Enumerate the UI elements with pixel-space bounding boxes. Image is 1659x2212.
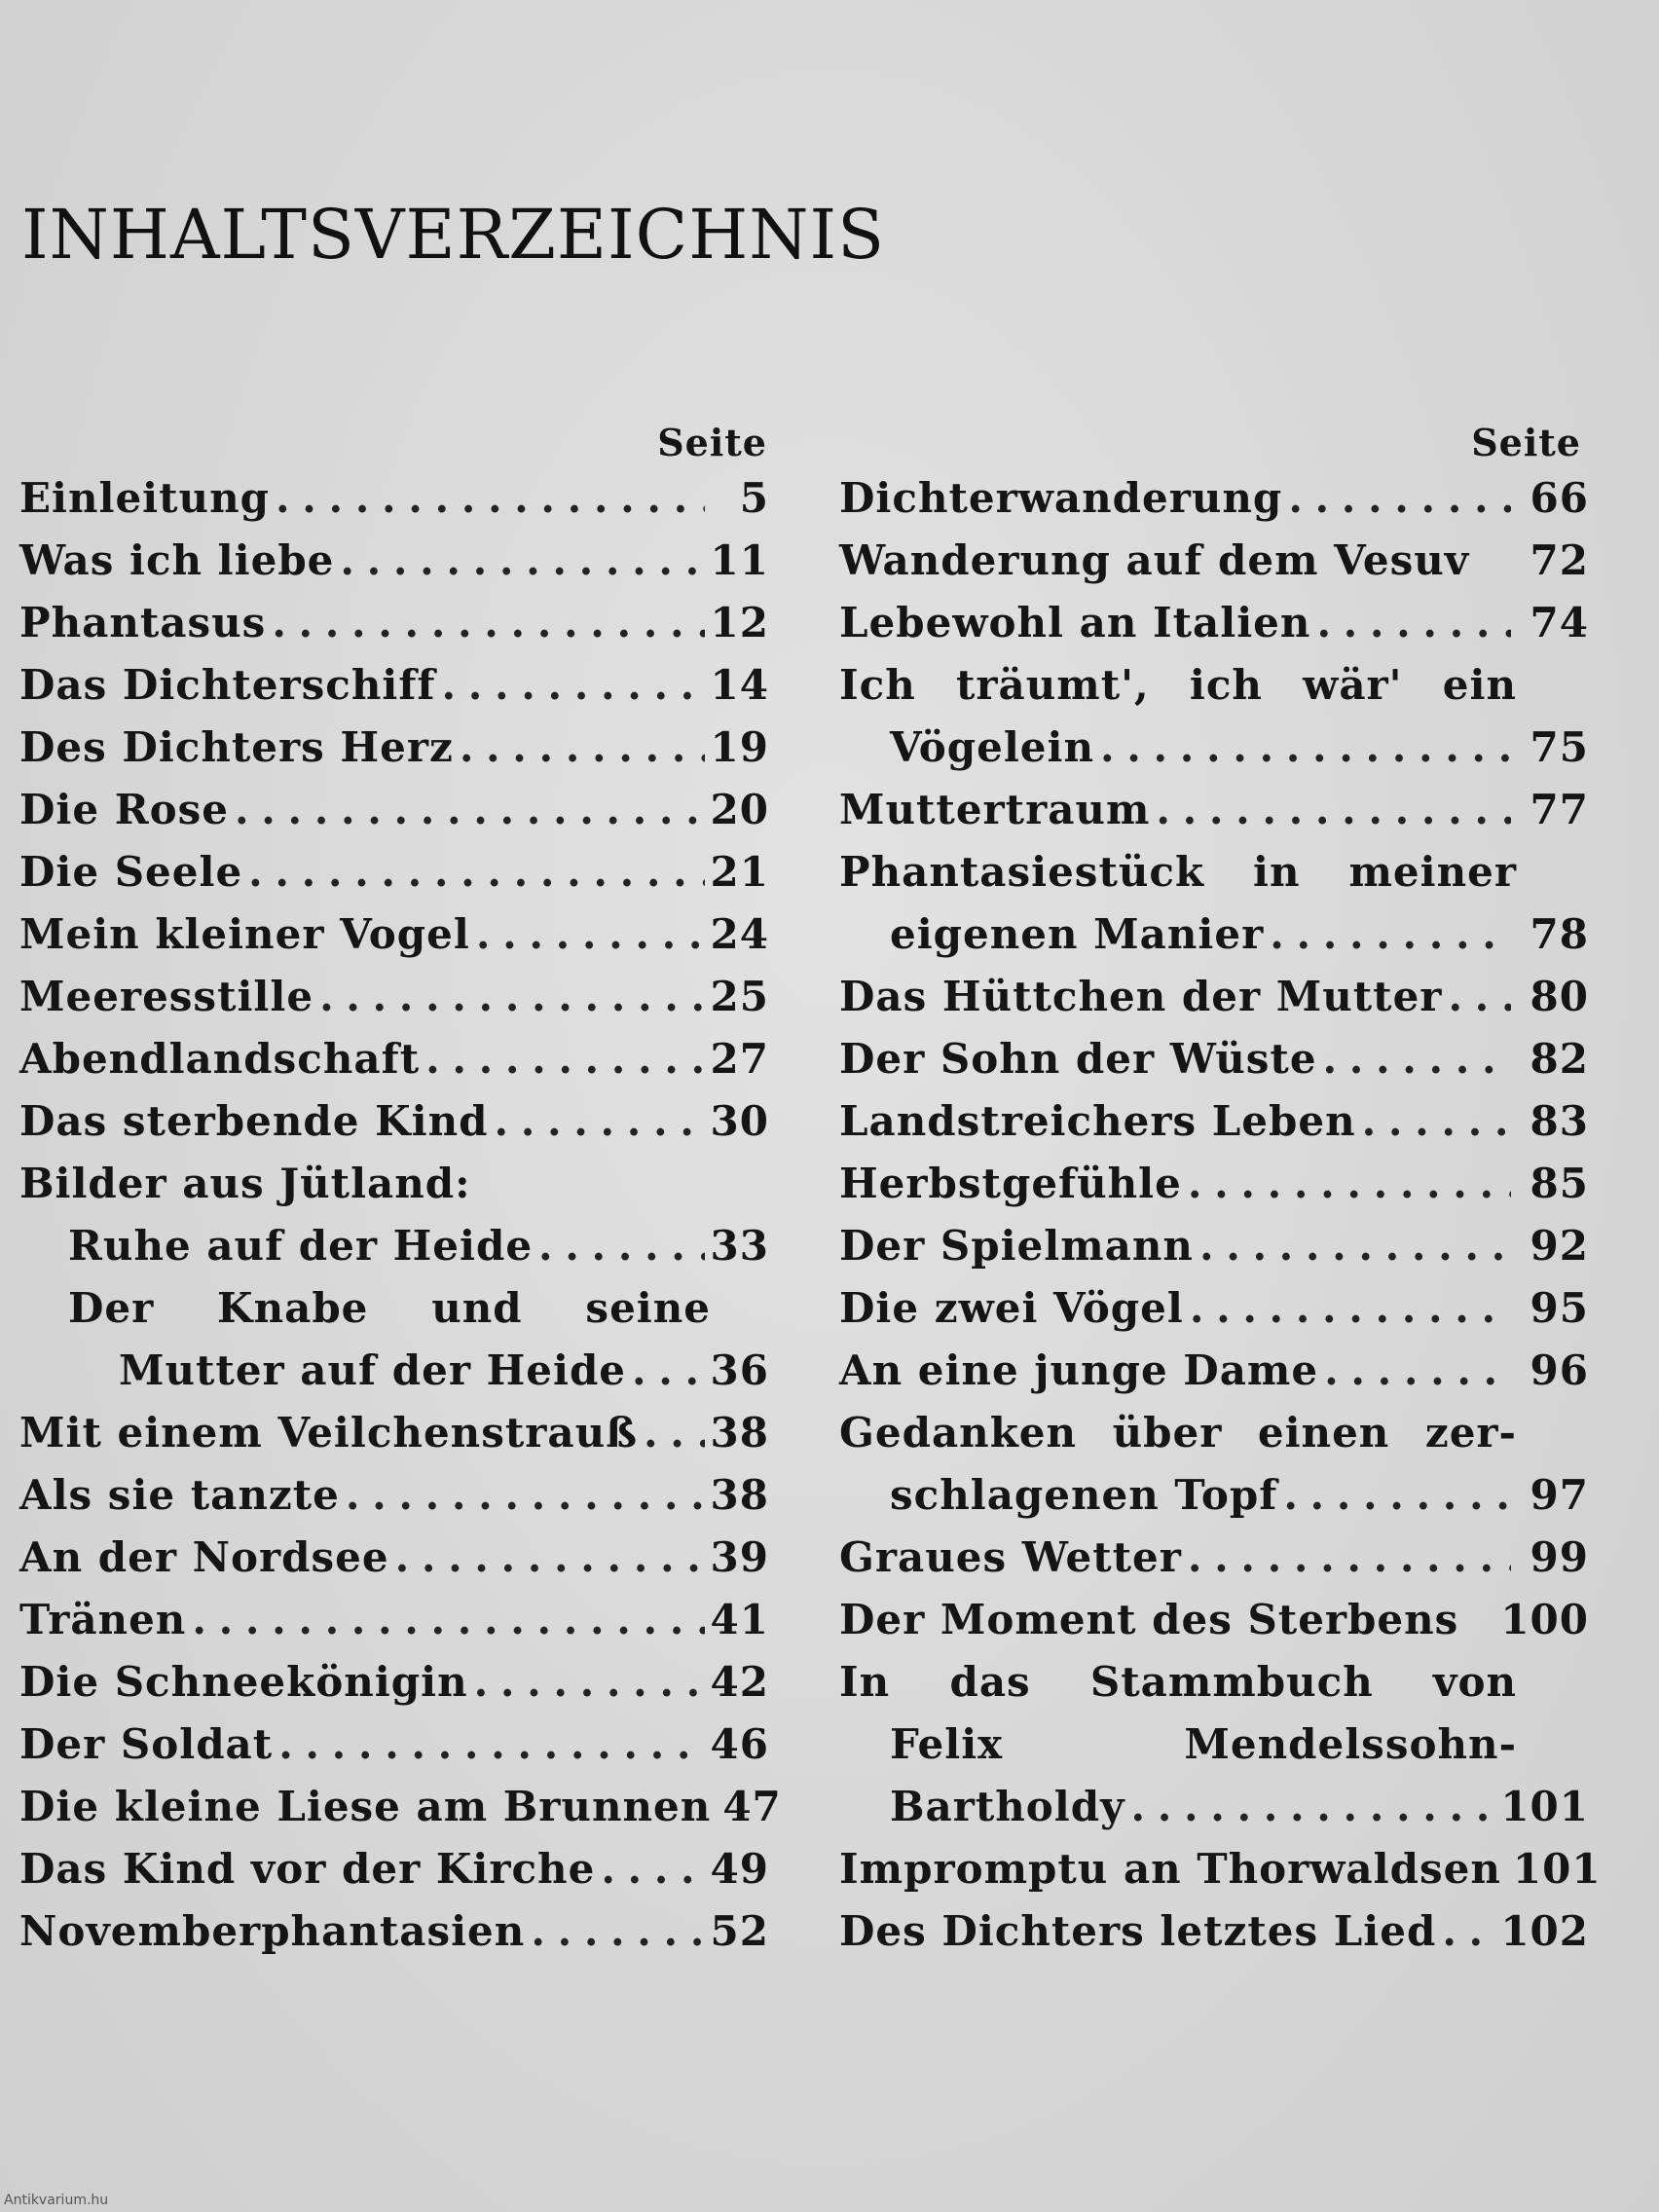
dot-leader bbox=[460, 717, 705, 779]
toc-entry-page: 96 bbox=[1530, 1346, 1589, 1394]
toc-entry-page: 11 bbox=[710, 536, 769, 584]
dot-leader bbox=[425, 1028, 704, 1090]
toc-entry-page: 92 bbox=[1530, 1222, 1589, 1270]
toc-entry-title: Graues Wetter bbox=[839, 1533, 1182, 1581]
toc-entry-page: 14 bbox=[710, 661, 769, 709]
toc-entries-right bbox=[839, 467, 1602, 1963]
toc-entry-title: Die kleine Liese am Brunnen bbox=[19, 1783, 712, 1830]
toc-entry bbox=[839, 1153, 1589, 1215]
toc-entry-page: 38 bbox=[710, 1409, 769, 1456]
dot-leader bbox=[1362, 1090, 1511, 1153]
toc-entry-page: 95 bbox=[1530, 1284, 1589, 1332]
toc-entry bbox=[19, 779, 769, 841]
toc-entry-title: Lebewohl an Italien bbox=[839, 599, 1311, 646]
toc-entry-title: Die zwei Vögel bbox=[839, 1284, 1184, 1332]
toc-entry-title: Ich träumt', ich wär' ein bbox=[839, 661, 1517, 709]
dot-leader bbox=[1188, 1527, 1511, 1589]
toc-entry bbox=[19, 1153, 769, 1215]
page-title: INHALTSVERZEICHNIS bbox=[21, 195, 886, 275]
dot-leader bbox=[278, 1714, 704, 1776]
toc-entry-page: 21 bbox=[710, 848, 769, 896]
toc-entry bbox=[839, 1900, 1589, 1963]
toc-entry-page: 24 bbox=[710, 910, 769, 958]
dot-leader bbox=[1448, 966, 1511, 1028]
toc-entry-page: 99 bbox=[1530, 1533, 1589, 1581]
toc-entry bbox=[19, 1090, 769, 1153]
toc-entry-title: Der Soldat bbox=[19, 1720, 274, 1768]
toc-entry-page: 100 bbox=[1500, 1596, 1589, 1643]
toc-entry bbox=[19, 966, 769, 1028]
toc-entry-title: Novemberphantasien bbox=[19, 1907, 526, 1955]
toc-entry-title: Bartholdy bbox=[890, 1783, 1125, 1830]
dot-leader bbox=[276, 467, 705, 530]
dot-leader bbox=[1270, 903, 1511, 966]
dot-leader bbox=[476, 903, 705, 966]
toc-entry-title: Meeresstille bbox=[19, 973, 314, 1020]
toc-entry bbox=[19, 592, 769, 654]
toc-entry bbox=[19, 1714, 769, 1776]
toc-entry bbox=[19, 1900, 769, 1963]
toc-entry-page: 80 bbox=[1530, 973, 1589, 1020]
page-column-header: Seite bbox=[657, 421, 767, 464]
toc-column-left bbox=[19, 419, 782, 1963]
toc-entry bbox=[839, 530, 1589, 592]
toc-entry-title: Die Seele bbox=[19, 848, 243, 896]
watermark: Antikvarium.hu bbox=[4, 2193, 109, 2208]
toc-entry-title: Tränen bbox=[19, 1596, 187, 1643]
dot-leader bbox=[1199, 1215, 1511, 1277]
toc-entry-page: 33 bbox=[710, 1222, 769, 1270]
toc-column-right bbox=[839, 419, 1602, 1963]
toc-entry-page: 20 bbox=[710, 786, 769, 833]
toc-entry-title: Felix Mendelssohn- bbox=[890, 1720, 1517, 1768]
toc-entry-title: An der Nordsee bbox=[19, 1533, 389, 1581]
toc-entry bbox=[19, 1277, 769, 1340]
toc-entry-title: An eine junge Dame bbox=[839, 1346, 1319, 1394]
dot-leader bbox=[531, 1900, 704, 1963]
toc-entry bbox=[839, 717, 1589, 779]
toc-entry-page: 74 bbox=[1530, 599, 1589, 646]
toc-entry-title: Mutter auf der Heide bbox=[119, 1346, 627, 1394]
toc-entry-title: Mein kleiner Vogel bbox=[19, 910, 470, 958]
toc-entry-page: 75 bbox=[1530, 723, 1589, 771]
toc-entry-page: 52 bbox=[710, 1907, 769, 1955]
dot-leader bbox=[346, 1464, 705, 1527]
toc-entry bbox=[839, 966, 1589, 1028]
toc-entry bbox=[839, 1527, 1589, 1589]
toc-entry-page: 42 bbox=[710, 1658, 769, 1706]
toc-entry-title: Was ich liebe bbox=[19, 536, 335, 584]
toc-entry-title: eigenen Manier bbox=[890, 910, 1265, 958]
toc-entry-page: 46 bbox=[710, 1720, 769, 1768]
toc-entry bbox=[839, 1776, 1589, 1838]
toc-entry-title: In das Stammbuch von bbox=[839, 1658, 1517, 1706]
toc-entry-title: Der Spielmann bbox=[839, 1222, 1194, 1270]
toc-entry-page: 101 bbox=[1512, 1845, 1602, 1893]
dot-leader bbox=[1188, 1153, 1511, 1215]
toc-entry-title: Das Kind vor der Kirche bbox=[19, 1845, 596, 1893]
dot-leader bbox=[1316, 592, 1511, 654]
toc-entry-page: 30 bbox=[710, 1097, 769, 1145]
toc-entry-title: Muttertraum bbox=[839, 786, 1151, 833]
dot-leader bbox=[1100, 717, 1511, 779]
toc-entry bbox=[839, 592, 1589, 654]
toc-entry-page: 19 bbox=[710, 723, 769, 771]
toc-entry bbox=[839, 654, 1589, 717]
toc-entry bbox=[839, 1340, 1589, 1402]
toc-entry bbox=[19, 530, 769, 592]
toc-entry-page: 85 bbox=[1530, 1160, 1589, 1207]
dot-leader bbox=[441, 654, 704, 717]
toc-entry-page: 5 bbox=[739, 474, 769, 522]
toc-entry bbox=[19, 1028, 769, 1090]
toc-entry bbox=[19, 654, 769, 717]
dot-leader bbox=[1324, 1340, 1511, 1402]
toc-entry bbox=[19, 467, 769, 530]
toc-entry-page: 36 bbox=[710, 1346, 769, 1394]
toc-entry-page: 12 bbox=[710, 599, 769, 646]
page-column-header: Seite bbox=[1471, 421, 1581, 464]
dot-leader bbox=[495, 1090, 705, 1153]
toc-entry-title: Impromptu an Thorwaldsen bbox=[839, 1845, 1501, 1893]
dot-leader bbox=[1190, 1277, 1511, 1340]
toc-entry-title: schlagenen Topf bbox=[890, 1471, 1278, 1519]
toc-entry-page: 41 bbox=[710, 1596, 769, 1643]
toc-entry bbox=[19, 1464, 769, 1527]
dot-leader bbox=[395, 1527, 705, 1589]
toc-entry bbox=[19, 717, 769, 779]
toc-entry-title: Der Sohn der Wüste bbox=[839, 1035, 1317, 1083]
toc-entry bbox=[839, 467, 1589, 530]
toc-entry-title: Landstreichers Leben bbox=[839, 1097, 1356, 1145]
toc-entry bbox=[19, 1776, 782, 1838]
toc-entry bbox=[839, 1589, 1589, 1651]
toc-entry bbox=[839, 1838, 1602, 1900]
toc-entry-title: Die Schneekönigin bbox=[19, 1658, 468, 1706]
toc-entry-title: Phantasiestück in meiner bbox=[839, 848, 1517, 896]
toc-entry-page: 101 bbox=[1500, 1783, 1589, 1830]
toc-entries-left bbox=[19, 467, 782, 1963]
toc-entry bbox=[839, 903, 1589, 966]
toc-entry bbox=[839, 1402, 1589, 1464]
toc-entry-title: Bilder aus Jütland: bbox=[19, 1160, 471, 1207]
dot-leader bbox=[601, 1838, 704, 1900]
toc-entry bbox=[19, 1651, 769, 1714]
toc-entry bbox=[839, 1028, 1589, 1090]
toc-entry-page: 82 bbox=[1530, 1035, 1589, 1083]
toc-entry bbox=[839, 1090, 1589, 1153]
dot-leader bbox=[1131, 1776, 1495, 1838]
toc-entry bbox=[839, 841, 1589, 903]
toc-entry-page: 78 bbox=[1530, 910, 1589, 958]
dot-leader bbox=[319, 966, 704, 1028]
dot-leader bbox=[644, 1402, 705, 1464]
toc-entry-title: Der Moment des Sterbens bbox=[839, 1596, 1459, 1643]
dot-leader bbox=[235, 779, 705, 841]
toc-entry bbox=[839, 1714, 1589, 1776]
toc-entry-title: Gedanken über einen zer- bbox=[839, 1409, 1517, 1456]
toc-entry-page: 49 bbox=[710, 1845, 769, 1893]
toc-entry bbox=[839, 1277, 1589, 1340]
toc-entry-title: Das sterbende Kind bbox=[19, 1097, 489, 1145]
toc-entry-page: 102 bbox=[1500, 1907, 1589, 1955]
toc-entry-title: Mit einem Veilchenstrauß bbox=[19, 1409, 639, 1456]
toc-entry-page: 47 bbox=[722, 1783, 782, 1830]
dot-leader bbox=[1288, 467, 1511, 530]
toc-entry-title: Ruhe auf der Heide bbox=[68, 1222, 534, 1270]
toc-entry-title: Das Hüttchen der Mutter bbox=[839, 973, 1443, 1020]
toc-entry-page: 72 bbox=[1530, 536, 1589, 584]
dot-leader bbox=[248, 841, 704, 903]
toc-entry bbox=[839, 1651, 1589, 1714]
toc-entry-title: Abendlandschaft bbox=[19, 1035, 421, 1083]
toc-entry-title: Herbstgefühle bbox=[839, 1160, 1182, 1207]
dot-leader bbox=[1283, 1464, 1511, 1527]
toc-entry bbox=[19, 841, 769, 903]
toc-entry bbox=[19, 1215, 769, 1277]
dot-leader bbox=[538, 1215, 705, 1277]
dot-leader bbox=[632, 1340, 705, 1402]
toc-entry bbox=[19, 1838, 769, 1900]
toc-entry-page: 38 bbox=[710, 1471, 769, 1519]
toc-entry-title: Dichterwanderung bbox=[839, 474, 1283, 522]
dot-leader bbox=[340, 530, 704, 592]
toc-entry-page: 39 bbox=[710, 1533, 769, 1581]
toc-entry bbox=[19, 1527, 769, 1589]
toc-entry-title: Wanderung auf dem Vesuv bbox=[839, 536, 1470, 584]
toc-entry-page: 66 bbox=[1530, 474, 1589, 522]
toc-entry-title: Des Dichters Herz bbox=[19, 723, 454, 771]
toc-entry-title: Des Dichters letztes Lied bbox=[839, 1907, 1437, 1955]
toc-entry-page: 77 bbox=[1530, 786, 1589, 833]
dot-leader bbox=[192, 1589, 704, 1651]
toc-entry-page: 97 bbox=[1530, 1471, 1589, 1519]
toc-entry-page: 27 bbox=[710, 1035, 769, 1083]
toc-entry bbox=[19, 1589, 769, 1651]
toc-entry-page: 83 bbox=[1530, 1097, 1589, 1145]
toc-entry-title: Einleitung bbox=[19, 474, 270, 522]
toc-entry bbox=[19, 903, 769, 966]
toc-entry-title: Das Dichterschiff bbox=[19, 661, 436, 709]
toc-entry bbox=[839, 779, 1589, 841]
dot-leader bbox=[1156, 779, 1511, 841]
dot-leader bbox=[1442, 1900, 1494, 1963]
toc-entry bbox=[19, 1340, 769, 1402]
toc-entry bbox=[19, 1402, 769, 1464]
dot-leader bbox=[272, 592, 704, 654]
toc-entry-title: Vögelein bbox=[890, 723, 1095, 771]
dot-leader bbox=[474, 1651, 705, 1714]
toc-entry-title: Phantasus bbox=[19, 599, 267, 646]
toc-entry-title: Die Rose bbox=[19, 786, 230, 833]
dot-leader bbox=[1323, 1028, 1511, 1090]
toc-entry bbox=[839, 1215, 1589, 1277]
toc-entry bbox=[839, 1464, 1589, 1527]
toc-entry-page: 25 bbox=[710, 973, 769, 1020]
toc-entry-title: Der Knabe und seine bbox=[68, 1284, 711, 1332]
toc-entry-title: Als sie tanzte bbox=[19, 1471, 340, 1519]
